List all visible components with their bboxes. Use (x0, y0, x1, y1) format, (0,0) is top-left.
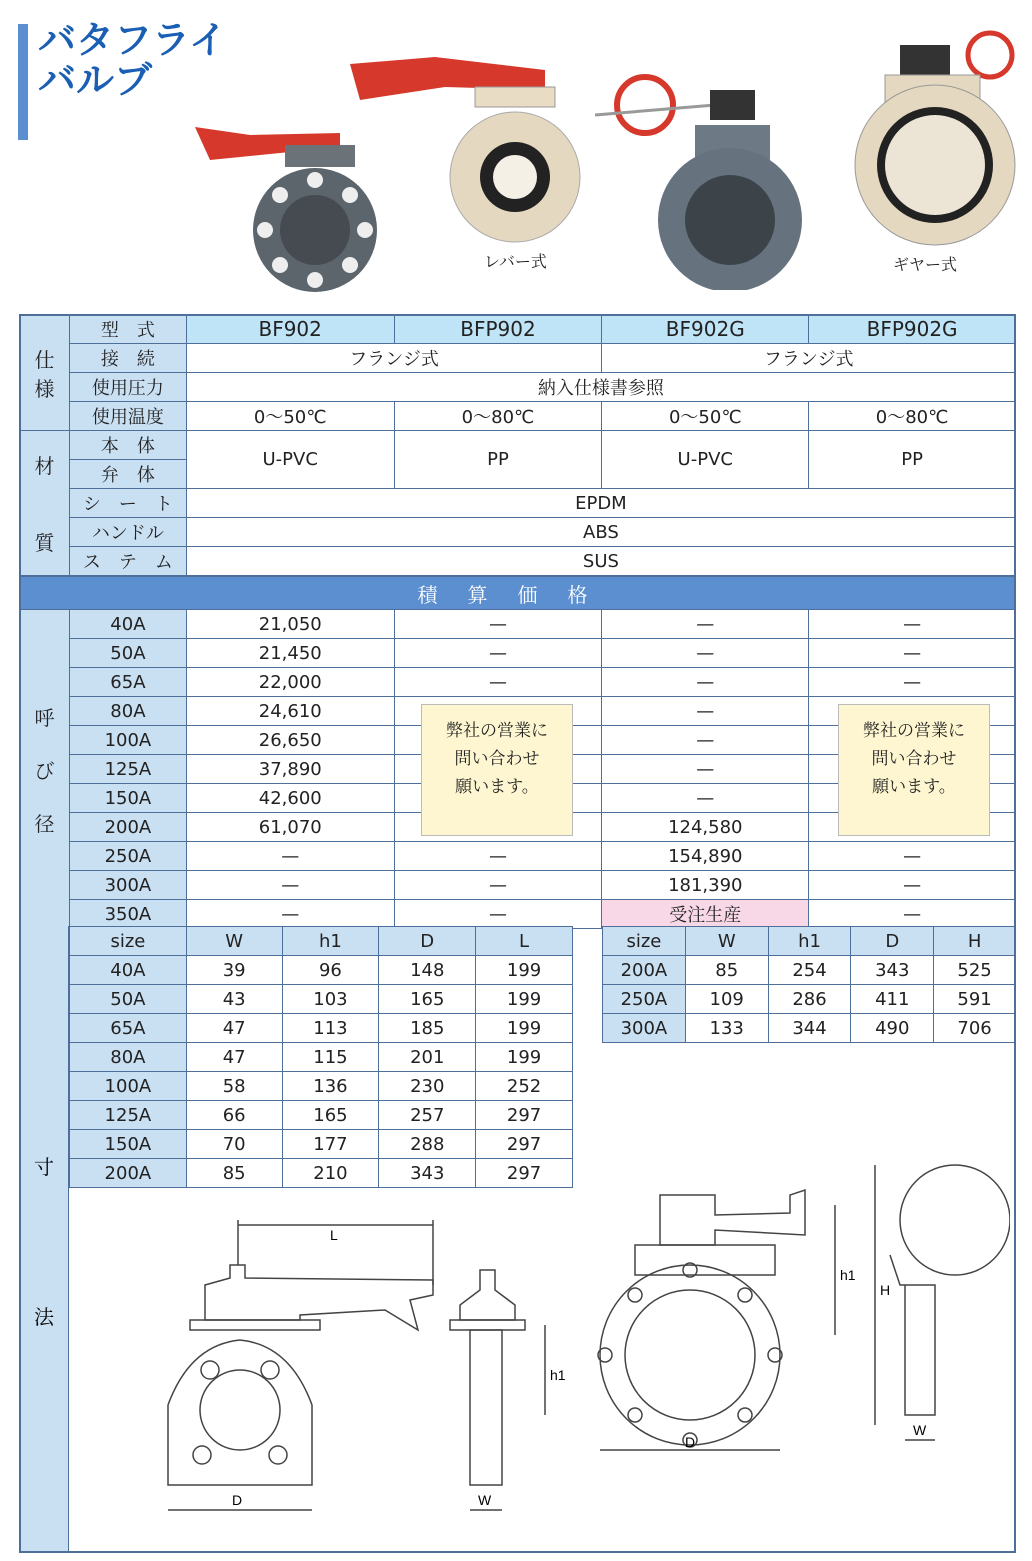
price-cell: 21,450 (186, 639, 394, 668)
price-cell: 61,070 (186, 813, 394, 842)
gear-drawing-label-w: W (913, 1422, 927, 1438)
seat-label: シ ー ト (69, 489, 186, 518)
dims-row (70, 956, 573, 985)
temperature-bf902g: 0～50℃ (602, 402, 809, 431)
dims-row (70, 1159, 573, 1188)
dims-cell: 201 (379, 1043, 476, 1072)
dims-cell: 199 (476, 1043, 573, 1072)
price-cell: — (186, 900, 394, 929)
dims-row (70, 1101, 573, 1130)
price-size: 250A (69, 842, 186, 871)
dims-table-lever (69, 926, 573, 1188)
dims-cell: 148 (379, 956, 476, 985)
dims-header-cell: L (476, 927, 573, 956)
dims-cell: 411 (851, 985, 934, 1014)
price-cell: — (602, 784, 809, 813)
pressure-label: 使用圧力 (69, 373, 186, 402)
dims-cell: 125A (70, 1101, 187, 1130)
contact-note-bfp902: 弊社の営業に 問い合わせ 願います。 (421, 704, 573, 836)
price-cell: — (602, 610, 809, 639)
dims-cell: 165 (282, 1101, 379, 1130)
temperature-bfp902g: 0～80℃ (809, 402, 1016, 431)
drawing-label-l: L (330, 1227, 338, 1243)
dims-cell: 490 (851, 1014, 934, 1043)
price-cell: — (394, 610, 602, 639)
price-cell: 181,390 (602, 871, 809, 900)
handle-label: ハンドル (69, 518, 186, 547)
price-cell: — (602, 755, 809, 784)
price-size: 350A (69, 900, 186, 929)
price-size: 125A (69, 755, 186, 784)
dims-row (70, 1072, 573, 1101)
price-cell: — (809, 668, 1016, 697)
stem-label: ス テ ム (69, 547, 186, 576)
dims-cell: 47 (186, 1014, 282, 1043)
price-cell: 154,890 (602, 842, 809, 871)
dims-cell: 200A (603, 956, 686, 985)
price-cell: — (809, 610, 1016, 639)
dims-cell: 343 (379, 1159, 476, 1188)
dims-cell: 199 (476, 956, 573, 985)
dims-row (603, 1014, 1016, 1043)
title-accent-bar (18, 24, 28, 140)
dims-cell: 100A (70, 1072, 187, 1101)
dims-header-cell: h1 (282, 927, 379, 956)
dims-cell: 165 (379, 985, 476, 1014)
contact-note-bfp902g: 弊社の営業に 問い合わせ 願います。 (838, 704, 990, 836)
price-cell: — (602, 697, 809, 726)
price-size: 300A (69, 871, 186, 900)
seat-value: EPDM (186, 489, 1015, 518)
price-row (20, 668, 1016, 697)
dims-cell: 252 (476, 1072, 573, 1101)
title-line-1: バタフライ (38, 18, 227, 62)
dims-header-cell: D (379, 927, 476, 956)
dims-cell: 109 (685, 985, 768, 1014)
dims-cell: 250A (603, 985, 686, 1014)
dims-cell: 297 (476, 1130, 573, 1159)
dims-header-cell: h1 (768, 927, 851, 956)
dims-cell: 344 (768, 1014, 851, 1043)
dims-cell: 136 (282, 1072, 379, 1101)
price-size: 100A (69, 726, 186, 755)
material-bfp902g: PP (809, 431, 1016, 489)
dims-cell: 133 (685, 1014, 768, 1043)
dims-cell: 257 (379, 1101, 476, 1130)
dims-cell: 40A (70, 956, 187, 985)
gear-drawing-label-h1: h1 (840, 1267, 856, 1283)
dims-cell: 58 (186, 1072, 282, 1101)
dims-cell: 199 (476, 985, 573, 1014)
dims-cell: 210 (282, 1159, 379, 1188)
price-cell: 21,050 (186, 610, 394, 639)
dims-cell: 103 (282, 985, 379, 1014)
pressure-value: 納入仕様書参照 (186, 373, 1015, 402)
price-size: 200A (69, 813, 186, 842)
dims-cell: 113 (282, 1014, 379, 1043)
dims-cell: 50A (70, 985, 187, 1014)
model-label: 型 式 (69, 315, 186, 344)
price-side-label: 呼 び 径 (20, 610, 70, 929)
price-cell: 124,580 (602, 813, 809, 842)
page-title (38, 20, 227, 100)
price-cell: — (186, 842, 394, 871)
price-cell: — (394, 668, 602, 697)
dims-table-gear (602, 926, 1016, 1043)
price-size: 40A (69, 610, 186, 639)
price-cell: — (394, 871, 602, 900)
price-cell: — (602, 668, 809, 697)
gear-valve-beige-photo (840, 25, 1020, 255)
dims-cell: 65A (70, 1014, 187, 1043)
price-cell: — (394, 639, 602, 668)
price-cell: 24,610 (186, 697, 394, 726)
dims-cell: 80A (70, 1043, 187, 1072)
dims-header-cell: size (70, 927, 187, 956)
price-cell: — (809, 639, 1016, 668)
price-cell: 37,890 (186, 755, 394, 784)
disc-label: 弁 体 (69, 460, 186, 489)
dims-side-label: 寸 法 (19, 926, 69, 1553)
dims-cell: 286 (768, 985, 851, 1014)
lever-type-caption: レバー式 (484, 252, 547, 271)
dims-header-cell: size (603, 927, 686, 956)
dims-row (603, 956, 1016, 985)
drawing-label-w: W (478, 1492, 492, 1508)
spec-material-table (19, 314, 1016, 576)
dims-cell: 297 (476, 1101, 573, 1130)
price-cell: 受注生産 (602, 900, 809, 929)
dims-cell: 150A (70, 1130, 187, 1159)
dims-cell: 177 (282, 1130, 379, 1159)
dims-cell: 343 (851, 956, 934, 985)
price-cell: — (809, 871, 1016, 900)
material-side-label: 材 質 (20, 431, 70, 576)
connection-gear: フランジ式 (602, 344, 1016, 373)
dims-cell: 115 (282, 1043, 379, 1072)
dims-cell: 70 (186, 1130, 282, 1159)
dims-cell: 254 (768, 956, 851, 985)
price-cell: — (809, 842, 1016, 871)
price-cell: — (186, 871, 394, 900)
dims-header-cell: W (685, 927, 768, 956)
dims-header-cell: W (186, 927, 282, 956)
temperature-bfp902: 0～80℃ (394, 402, 602, 431)
price-size: 50A (69, 639, 186, 668)
dims-row (70, 1014, 573, 1043)
dims-cell: 230 (379, 1072, 476, 1101)
body-label: 本 体 (69, 431, 186, 460)
price-cell: — (602, 726, 809, 755)
dims-cell: 85 (186, 1159, 282, 1188)
price-cell: — (602, 639, 809, 668)
dims-cell: 47 (186, 1043, 282, 1072)
dims-row (70, 985, 573, 1014)
gear-valve-drawing (590, 1145, 1010, 1455)
dims-header-cell: H (934, 927, 1016, 956)
price-size: 80A (69, 697, 186, 726)
material-bf902g: U-PVC (602, 431, 809, 489)
price-heading: 積算価格 (20, 577, 1016, 610)
model-bf902g: BF902G (602, 315, 809, 344)
temperature-label: 使用温度 (69, 402, 186, 431)
price-row (20, 900, 1016, 929)
dims-cell: 288 (379, 1130, 476, 1159)
price-cell: — (394, 842, 602, 871)
dims-cell: 525 (934, 956, 1016, 985)
temperature-bf902: 0～50℃ (186, 402, 394, 431)
dims-cell: 85 (685, 956, 768, 985)
dims-cell: 297 (476, 1159, 573, 1188)
dims-cell: 300A (603, 1014, 686, 1043)
gear-type-caption: ギヤー式 (893, 255, 958, 274)
price-row (20, 871, 1016, 900)
model-bf902: BF902 (186, 315, 394, 344)
price-row (20, 610, 1016, 639)
price-row (20, 842, 1016, 871)
gear-drawing-label-d: D (685, 1434, 696, 1450)
stem-value: SUS (186, 547, 1015, 576)
dims-cell: 39 (186, 956, 282, 985)
lever-valve-drawing (150, 1220, 570, 1550)
spec-side-label: 仕 様 (20, 315, 70, 431)
handle-value: ABS (186, 518, 1015, 547)
dims-cell: 96 (282, 956, 379, 985)
price-cell: — (809, 900, 1016, 929)
dims-cell: 706 (934, 1014, 1016, 1043)
connection-label: 接 続 (69, 344, 186, 373)
drawing-label-d: D (232, 1492, 243, 1508)
dims-cell: 66 (186, 1101, 282, 1130)
model-bfp902: BFP902 (394, 315, 602, 344)
dims-row (70, 1043, 573, 1072)
title-line-2: バルブ (38, 58, 153, 102)
dims-cell: 199 (476, 1014, 573, 1043)
dims-row (603, 985, 1016, 1014)
dims-cell: 200A (70, 1159, 187, 1188)
dims-row (70, 1130, 573, 1159)
drawing-label-h1: h1 (550, 1367, 566, 1383)
dims-header-cell: D (851, 927, 934, 956)
price-cell: 22,000 (186, 668, 394, 697)
material-bfp902: PP (394, 431, 602, 489)
price-size: 150A (69, 784, 186, 813)
model-bfp902g: BFP902G (809, 315, 1016, 344)
dims-cell: 591 (934, 985, 1016, 1014)
price-row (20, 639, 1016, 668)
gear-drawing-label-h: H (880, 1282, 891, 1298)
price-size: 65A (69, 668, 186, 697)
price-cell: — (394, 900, 602, 929)
price-cell: 26,650 (186, 726, 394, 755)
lever-valve-beige-photo (345, 42, 585, 252)
material-bf902: U-PVC (186, 431, 394, 489)
connection-lever: フランジ式 (186, 344, 602, 373)
gear-valve-gray-photo (595, 60, 815, 290)
price-cell: 42,600 (186, 784, 394, 813)
dims-cell: 43 (186, 985, 282, 1014)
dims-cell: 185 (379, 1014, 476, 1043)
